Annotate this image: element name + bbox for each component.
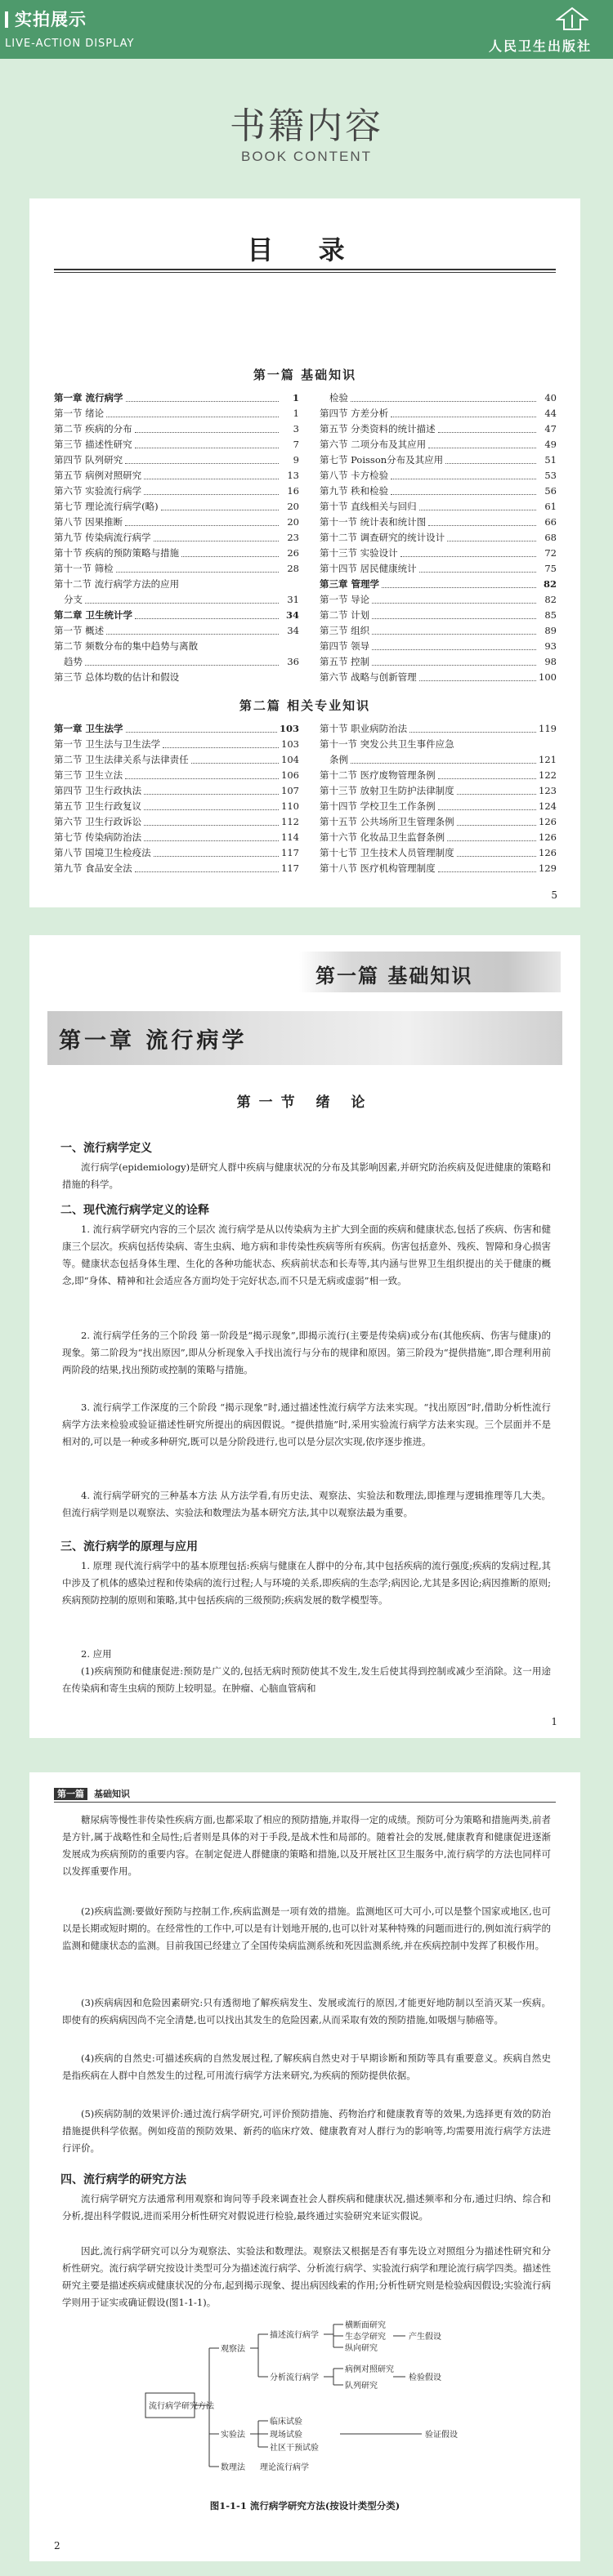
toc-entry-title: 第六节 二项分布及其应用 (320, 439, 427, 450)
toc-entry (54, 561, 299, 577)
toc-entry (320, 752, 557, 768)
toc-entry-page: 129 (539, 862, 557, 874)
paragraph: 因此,流行病学研究可以分为观察法、实验法和数理法。观察法又根据是否有事先设立对照组分为描述性研究和分析性研究。流行病学研究按设计类型可分为描述流行病学、分析流行病学、实验流行病学和理论流行病学四类。描述性研究主要是描述疾病或健康状况的分布,起到揭示现象、提出病因线索的作用;分析性研究则是检验病因假设;实验流行病学则用于证实或确证假设(图1-1-1)。 (62, 2245, 551, 2308)
diagram-node: 现场试验 (270, 2431, 302, 2440)
toc-entry (320, 608, 557, 623)
diagram-node: 观察法 (221, 2345, 245, 2354)
toc-entry-page: 13 (287, 470, 299, 481)
toc-entry (320, 737, 557, 752)
toc-entry-page: 40 (544, 392, 557, 403)
diagram-node: 纵向研究 (345, 2344, 378, 2353)
toc-entry (320, 406, 557, 421)
figure-caption: 图1-1-1 流行病学研究方法(按设计类型分类) (209, 2500, 400, 2511)
toc-entry-title: 第二章 卫生统计学 (54, 609, 133, 621)
toc-entry-page: 104 (281, 754, 299, 765)
toc-entry-title: 第三节 描述性研究 (54, 439, 132, 450)
toc-column (54, 721, 299, 876)
toc-entry (54, 608, 299, 623)
toc-leader (125, 768, 279, 779)
toc-entry-page: 31 (287, 594, 299, 605)
toc-entry-page: 121 (539, 754, 557, 765)
diagram-node: 横断面研究 (345, 2321, 386, 2330)
running-head-text: 基础知识 (94, 1789, 130, 1799)
toc-entry (320, 561, 557, 577)
toc-leader (106, 406, 279, 417)
subheading: 四、流行病学的研究方法 (60, 2173, 186, 2186)
toc-leader (191, 752, 279, 764)
toc-entry-page: 106 (281, 769, 299, 781)
running-tag: 第一篇 (54, 1788, 87, 1800)
toc-entry-page: 123 (539, 785, 557, 796)
toc-leader (161, 499, 279, 510)
paragraph: 4. 流行病学研究的三种基本方法 从方法学看,有历史法、观察法、实验法和数理法,即推理与逻辑推理等几大类。但流行病学则是以观察法、实验法和数理法为基本研究方法,其中以观察法最为重要。 (62, 1490, 551, 1518)
diagram-node: 病例对照研究 (345, 2365, 394, 2374)
toc-entry-page: 98 (544, 656, 557, 667)
toc-entry-title: 第五节 病例对照研究 (54, 470, 142, 481)
toc-entry-page: 117 (281, 862, 299, 874)
toc-entry-title: 第八节 卡方检验 (320, 470, 389, 481)
toc-leader (372, 654, 536, 666)
toc-leader (181, 546, 279, 557)
toc-entry-title: 第四节 领导 (320, 640, 370, 652)
toc-entry (320, 546, 557, 561)
toc-entry-title: 分支 (64, 594, 83, 605)
toc-entry (320, 639, 557, 654)
toc-leader (135, 437, 279, 448)
toc-entry (54, 654, 299, 670)
toc-entry (54, 546, 299, 561)
toc-entry (54, 721, 299, 737)
toc-entry-title: 第十三节 实验设计 (320, 547, 398, 559)
toc-entry-page: 103 (281, 738, 299, 750)
subheading: 一、流行病学定义 (60, 1142, 152, 1155)
toc-leader (409, 721, 536, 733)
toc-entry-title: 检验 (329, 392, 348, 403)
toc-leader (144, 468, 279, 479)
toc-entry (320, 845, 557, 861)
toc-leader (144, 830, 279, 841)
toc-entry-title: 第六节 实验流行病学 (54, 485, 142, 497)
toc-leader (144, 814, 279, 826)
toc-entry-page: 49 (544, 439, 557, 450)
toc-entry (54, 592, 299, 608)
toc-entry-title: 第十四节 学校卫生工作条例 (320, 800, 436, 812)
toc-entry (54, 499, 299, 515)
toc-leader (457, 845, 536, 857)
page-number: 1 (551, 1716, 557, 1727)
toc-entry-title: 第四节 方差分析 (320, 408, 389, 419)
toc-entry (320, 623, 557, 639)
header-title: 实拍展示 (5, 7, 87, 31)
toc-entry (320, 484, 557, 499)
toc-leader (85, 592, 279, 604)
toc-entry (320, 515, 557, 530)
toc-entry (320, 654, 557, 670)
toc-entry (320, 390, 557, 406)
toc-entry (320, 830, 557, 845)
toc-column (320, 390, 557, 685)
toc-entry-title: 第十二节 医疗废物管理条例 (320, 769, 436, 781)
toc-entry-page: 1 (293, 408, 299, 419)
toc-entry-title: 条例 (329, 754, 348, 765)
part-title: 第一篇 基础知识 (315, 964, 473, 987)
toc-entry-page: 51 (544, 454, 557, 466)
subheading: 三、流行病学的原理与应用 (60, 1540, 198, 1553)
section-heading: 第一节 绪 论 (236, 1094, 374, 1111)
toc-entry (54, 577, 299, 592)
diagram-node: 数理法 (221, 2463, 245, 2472)
toc-entry-title: 第二节 计划 (320, 609, 370, 621)
toc-leader (135, 861, 279, 872)
toc-entry-title: 第九节 食品安全法 (54, 862, 132, 874)
paragraph: 2. 流行病学任务的三个阶段 第一阶段是“揭示现象”,即揭示流行(主要是传染病)或分布(其他疾病、伤害与健康)的现象。第二阶段为“找出原因”,即从分析现象入手找出流行与分布的规律和原因。第三阶段为“提供措施”,即合理利用前两阶段的结果,找出预防或控制的策略与措施。 (62, 1330, 551, 1375)
toc-entry-page: 26 (287, 547, 299, 559)
content-page-1 (29, 935, 580, 1738)
toc-leader (457, 814, 536, 826)
toc-leader (438, 861, 536, 872)
toc-leader (457, 783, 536, 795)
toc-entry-title: 第七节 理论流行病学(略) (54, 501, 159, 512)
running-head (54, 1787, 130, 1800)
toc-entry-title: 第四节 卫生行政执法 (54, 785, 142, 796)
toc-leader (391, 406, 536, 417)
toc-entry-page: 72 (544, 547, 557, 559)
toc-entry-title: 第一节 概述 (54, 625, 105, 636)
toc-entry-title: 第十三节 放射卫生防护法律制度 (320, 785, 454, 796)
toc-entry (320, 577, 557, 592)
toc-entry-title: 第十一节 统计表和统计图 (320, 516, 427, 528)
toc-leader (163, 737, 279, 748)
toc-entry-page: 23 (287, 532, 299, 543)
toc-entry (320, 721, 557, 737)
paragraph: 2. 应用 (81, 1648, 112, 1660)
toc-entry-page: 66 (544, 516, 557, 528)
header-subtitle: LIVE-ACTION DISPLAY (5, 38, 135, 50)
diagram-root: 流行病学研究方法 (149, 2402, 214, 2411)
toc-entry (54, 670, 299, 685)
toc-entry-page: 110 (281, 800, 299, 812)
divider (54, 269, 556, 270)
toc-leader (447, 830, 536, 841)
toc-entry (54, 799, 299, 814)
toc-part-1: 第一篇 基础知识 (253, 368, 357, 382)
toc-entry-page: 82 (544, 594, 557, 605)
toc-entry-title: 第十一节 筛检 (54, 563, 114, 574)
toc-leader (445, 452, 536, 464)
toc-entry-page: 107 (281, 785, 299, 796)
toc-entry-title: 第十节 疾病的预防策略与措施 (54, 547, 180, 559)
toc-entry-title: 第九节 传染病流行病学 (54, 532, 151, 543)
toc-entry (320, 437, 557, 452)
paragraph: 3. 流行病学工作深度的三个阶段 “揭示现象”时,通过描述性流行病学方法来实现。“找出原因”时,借助分析性流行病学方法来检验或验证描述性研究所提出的病因假说。“提供措施”时,采用实验流行病学方法来实现。三个层面并不是相对的,可以是一种或多种研究,既可以是分阶段进行,也可以是分层次实现,依序逐步推进。 (62, 1402, 551, 1447)
toc-entry (320, 499, 557, 515)
toc-entry-title: 第六节 战略与创新管理 (320, 671, 417, 683)
toc-entry-title: 第八节 国境卫生检疫法 (54, 847, 151, 858)
toc-column (320, 721, 557, 876)
toc-entry (54, 814, 299, 830)
toc-entry-page: 89 (544, 625, 557, 636)
toc-entry (320, 592, 557, 608)
divider (54, 1802, 556, 1803)
toc-entry-page: 36 (287, 656, 299, 667)
research-methods-diagram (144, 2320, 487, 2491)
toc-entry (320, 783, 557, 799)
toc-leader (372, 623, 536, 635)
toc-entry-page: 124 (539, 800, 557, 812)
toc-entry (54, 752, 299, 768)
toc-entry-title: 第一章 流行病学 (54, 392, 123, 403)
toc-entry-title: 第一节 导论 (320, 594, 370, 605)
toc-leader (438, 421, 536, 433)
page-number: 5 (551, 889, 557, 901)
toc-entry-page: 93 (544, 640, 557, 652)
toc-leader (438, 799, 536, 810)
toc-entry-title: 第三节 组织 (320, 625, 370, 636)
toc-entry-page: 112 (281, 816, 299, 827)
toc-leader (154, 530, 279, 541)
toc-entry-page: 34 (287, 625, 299, 636)
toc-entry-title: 第一节 绪论 (54, 408, 105, 419)
toc-leader (400, 546, 536, 557)
toc-entry (54, 530, 299, 546)
toc-leader (372, 639, 536, 650)
toc-entry-page: 122 (539, 769, 557, 781)
toc-leader (85, 654, 279, 666)
toc-leader (419, 499, 536, 510)
toc-entry-page: 44 (544, 408, 557, 419)
toc-entry-page: 9 (293, 454, 299, 466)
toc-entry-title: 第七节 Poisson分布及其应用 (320, 454, 444, 466)
toc-entry (320, 530, 557, 546)
toc-entry (54, 390, 299, 406)
toc-entry-title: 第十一节 突发公共卫生事件应急 (320, 738, 454, 750)
toc-entry-page: 126 (539, 831, 557, 843)
toc-entry-title: 第九节 秩和检验 (320, 485, 389, 497)
toc-entry-title: 第十六节 化妆品卫生监督条例 (320, 831, 445, 843)
paragraph: (5)疾病防制的效果评价:通过流行病学研究,可评价预防措施、药物治疗和健康教育等的效果,为选择更有效的防治措施提供科学依据。例如疫苗的预防效果、新药的临床疗效、健康教育对人群行为的影响等,均需要用流行病学方法进行评价。 (62, 2108, 551, 2154)
toc-entry-page: 82 (543, 578, 557, 590)
toc-entry-title: 第三节 总体均数的估计和假设 (54, 671, 180, 683)
diagram-result: 产生假设 (409, 2333, 441, 2342)
toc-entry-page: 85 (544, 609, 557, 621)
paragraph: 糖尿病等慢性非传染性疾病方面,也都采取了相应的预防措施,并取得一定的成绩。预防可分为策略和措施两类,前者是方针,属于战略性和全局性;后者则是具体的对于手段,是战术性和局部的。随着社会的发展,健康教育和健康促进逐渐发展成为疾病预防的重要内容。在制定促进人群健康的策略和措施,以及开展社区卫生服务中,流行病学的方法也同样可以发挥重要作用。 (62, 1814, 551, 1877)
toc-leader (116, 561, 279, 573)
toc-entry-title: 第五节 控制 (320, 656, 370, 667)
toc-entry-title: 第七节 传染病防治法 (54, 831, 142, 843)
publisher-logo-icon (556, 7, 588, 31)
toc-entry (54, 623, 299, 639)
toc-entry-page: 1 (292, 392, 299, 403)
toc-entry (54, 845, 299, 861)
toc-entry-title: 第三章 管理学 (320, 578, 380, 590)
toc-entry (320, 861, 557, 876)
toc-entry-page: 100 (539, 671, 557, 683)
toc-entry-page: 34 (285, 609, 299, 621)
toc-entry-page: 126 (539, 847, 557, 858)
paragraph: 1. 流行病学研究内容的三个层次 流行病学是从以传染病为主扩大到全面的疾病和健康状态,包括了疾病、伤害和健康三个层次。疾病包括传染病、寄生虫病、地方病和非传染性疾病等所有疾病。伤害包括意外、残疾、智障和身心损害等。健康状态包括身体生理、生化的各种功能状态、疾病前状态和长寿等,其内涵与世界卫生组织提出的关于健康的概念,即“身体、精神和社会适应各方面均处于完好状态,而不只是无病或虚弱”相一致。 (62, 1223, 551, 1286)
toc-entry-title: 第十节 职业病防治法 (320, 723, 408, 734)
paragraph: 流行病学(epidemiology)是研究人群中疾病与健康状况的分布及其影响因素,并研究防治疾病及促进健康的策略和措施的科学。 (62, 1161, 551, 1190)
toc-entry-title: 第六节 卫生行政诉讼 (54, 816, 142, 827)
toc-entry-page: 126 (539, 816, 557, 827)
toc-entry (320, 468, 557, 484)
page-header (0, 0, 613, 59)
toc-entry (320, 768, 557, 783)
publisher-name: 人民卫生出版社 (488, 38, 592, 54)
toc-entry (54, 737, 299, 752)
paragraph: (4)疾病的自然史:可描述疾病的自然发展过程,了解疾病自然史对于早期诊断和预防等具有重要意义。疾病自然史是指疾病在人群中自然发生的过程,可用流行病学方法来研究,为疾病的预防提供依据。 (62, 2052, 551, 2081)
toc-leader (144, 484, 279, 495)
toc-entry-page: 53 (544, 470, 557, 481)
toc-entry-title: 第五节 分类资料的统计描述 (320, 423, 436, 435)
toc-leader (125, 452, 279, 464)
toc-entry-page: 3 (293, 423, 299, 435)
toc-entry (320, 421, 557, 437)
toc-leader (382, 577, 536, 588)
toc-entry-title: 趋势 (64, 656, 83, 667)
toc-leader (351, 390, 536, 402)
toc-heading: 目 录 (247, 234, 363, 265)
page-number: 2 (54, 2540, 60, 2551)
toc-entry-page: 114 (281, 831, 299, 843)
toc-entry (54, 830, 299, 845)
toc-entry (54, 639, 299, 654)
paragraph: (3)疾病病因和危险因素研究:只有透彻地了解疾病发生、发展或流行的原因,才能更好地防制以至消灭某一疾病。即使有的疾病病因尚不完全清楚,也可以找出其发生的危险因素,从而采取有效的预防措施,如吸烟与肺癌等。 (62, 1997, 551, 2026)
diagram-node: 描述流行病学 (270, 2331, 319, 2340)
toc-entry (54, 406, 299, 421)
toc-entry-page: 16 (287, 485, 299, 497)
toc-entry (54, 468, 299, 484)
toc-leader (419, 670, 536, 681)
toc-entry-title: 第十八节 医疗机构管理制度 (320, 862, 436, 874)
toc-entry-page: 7 (293, 439, 299, 450)
toc-leader (372, 592, 536, 604)
toc-leader (391, 468, 536, 479)
toc-entry (320, 452, 557, 468)
paragraph: (1)疾病预防和健康促进:预防是广义的,包括无病时预防使其不发生,发生后使其得到控制或减少至消除。这一用途在传染病和寄生虫病的预防上较明显。在肿瘤、心脑血管病和 (62, 1665, 551, 1694)
toc-page (29, 198, 580, 907)
toc-entry-title: 第二节 频数分布的集中趋势与离散 (54, 640, 199, 652)
toc-entry-page: 28 (287, 563, 299, 574)
toc-entry (54, 484, 299, 499)
diagram-node: 队列研究 (345, 2382, 378, 2391)
toc-entry-page: 119 (539, 723, 557, 734)
toc-leader (144, 783, 279, 795)
subheading: 二、现代流行病学定义的诠释 (60, 1204, 209, 1217)
toc-entry (54, 421, 299, 437)
toc-leader (372, 608, 536, 619)
toc-entry-title: 第十节 直线相关与回归 (320, 501, 417, 512)
chapter-title: 第一章 流行病学 (59, 1028, 248, 1054)
toc-entry (54, 783, 299, 799)
toc-leader (144, 799, 279, 810)
toc-entry-title: 第十二节 流行病学方法的应用 (54, 578, 180, 590)
toc-entry-title: 第四节 队列研究 (54, 454, 123, 466)
paragraph: (2)疾病监测:要做好预防与控制工作,疾病监测是一项有效的措施。监测地区可大可小,可以是整个国家或地区,也可以是长期或短时期的。在经常性的工作中,可以是有计划地开展的,也可以针对某种特殊的问题而进行的,例如流行病学的监测和健康状态的监测。目前我国已经建立了全国传染病监测系统和死因监测系统,并在疾病控制中发挥了积极作用。 (62, 1905, 551, 1951)
toc-entry-page: 20 (287, 516, 299, 528)
diagram-node: 临床试验 (270, 2418, 302, 2427)
toc-column (54, 390, 299, 685)
toc-leader (135, 608, 279, 619)
toc-entry-title: 第二节 疾病的分布 (54, 423, 132, 435)
toc-leader (351, 752, 536, 764)
diagram-node: 理论流行病学 (260, 2463, 309, 2472)
toc-leader (126, 390, 279, 402)
diagram-node: 生态学研究 (345, 2333, 386, 2342)
toc-entry (54, 452, 299, 468)
toc-part-2: 第二篇 相关专业知识 (239, 698, 371, 713)
toc-entry-title: 第三节 卫生立法 (54, 769, 123, 781)
toc-entry-page: 103 (279, 723, 299, 734)
paragraph: 1. 原理 现代流行病学中的基本原理包括:疾病与健康在人群中的分布,其中包括疾病的流行强度;疾病的发病过程,其中涉及了机体的感染过程和传染病的流行过程;人与环境的关系,即疾病的生态学;病因论,尤其是多因论;病因推断的原则;疾病预防控制的原则和策略,其中包括疾病的三级预防;疾病发展的数学模型等。 (62, 1560, 551, 1606)
toc-entry-title: 第八节 因果推断 (54, 516, 123, 528)
toc-entry (54, 515, 299, 530)
toc-entry (54, 861, 299, 876)
toc-leader (154, 845, 279, 857)
toc-entry-page: 117 (281, 847, 299, 858)
toc-entry-page: 20 (287, 501, 299, 512)
toc-entry (54, 437, 299, 452)
toc-entry-page: 56 (544, 485, 557, 497)
diagram-node: 实验法 (221, 2431, 245, 2440)
toc-leader (125, 515, 279, 526)
toc-leader (419, 561, 536, 573)
toc-leader (428, 437, 536, 448)
toc-entry-title: 第十五节 公共场所卫生管理条例 (320, 816, 454, 827)
diagram-node: 社区干预试验 (270, 2444, 319, 2453)
toc-entry-title: 第二节 卫生法律关系与法律责任 (54, 754, 189, 765)
toc-leader (428, 515, 536, 526)
diagram-result: 检验假设 (409, 2373, 441, 2382)
toc-leader (126, 721, 277, 733)
toc-entry (54, 768, 299, 783)
toc-entry-page: 68 (544, 532, 557, 543)
toc-entry-page: 61 (544, 501, 557, 512)
toc-entry-title: 第一章 卫生法学 (54, 723, 123, 734)
toc-entry-title: 第一节 卫生法与卫生法学 (54, 738, 161, 750)
toc-entry-title: 第十四节 居民健康统计 (320, 563, 417, 574)
paragraph: 流行病学研究方法通常利用观察和询问等手段来调查社会人群疾病和健康状况,描述频率和分布,通过归纳、综合和分析,提出科学假说,进而采用分析性研究对假说进行检验,最终通过实验研究来证实假说。 (62, 2193, 551, 2222)
diagram-result: 验证假设 (425, 2431, 458, 2440)
section-subtitle: BOOK CONTENT (240, 149, 372, 164)
content-page-2 (29, 1772, 580, 2561)
toc-entry-page: 75 (544, 563, 557, 574)
toc-entry-title: 第五节 卫生行政复议 (54, 800, 142, 812)
divider (54, 272, 556, 273)
section-title: 书籍内容 (230, 105, 383, 147)
toc-leader (391, 484, 536, 495)
toc-leader (135, 421, 279, 433)
toc-entry-title: 第十七节 卫生技术人员管理制度 (320, 847, 454, 858)
toc-entry (320, 814, 557, 830)
toc-leader (447, 530, 536, 541)
toc-leader (438, 768, 536, 779)
toc-entry-title: 第十二节 调查研究的统计设计 (320, 532, 445, 543)
toc-entry (320, 799, 557, 814)
toc-entry-page: 47 (544, 423, 557, 435)
toc-entry (320, 670, 557, 685)
diagram-node: 分析流行病学 (270, 2373, 319, 2382)
toc-leader (106, 623, 279, 635)
